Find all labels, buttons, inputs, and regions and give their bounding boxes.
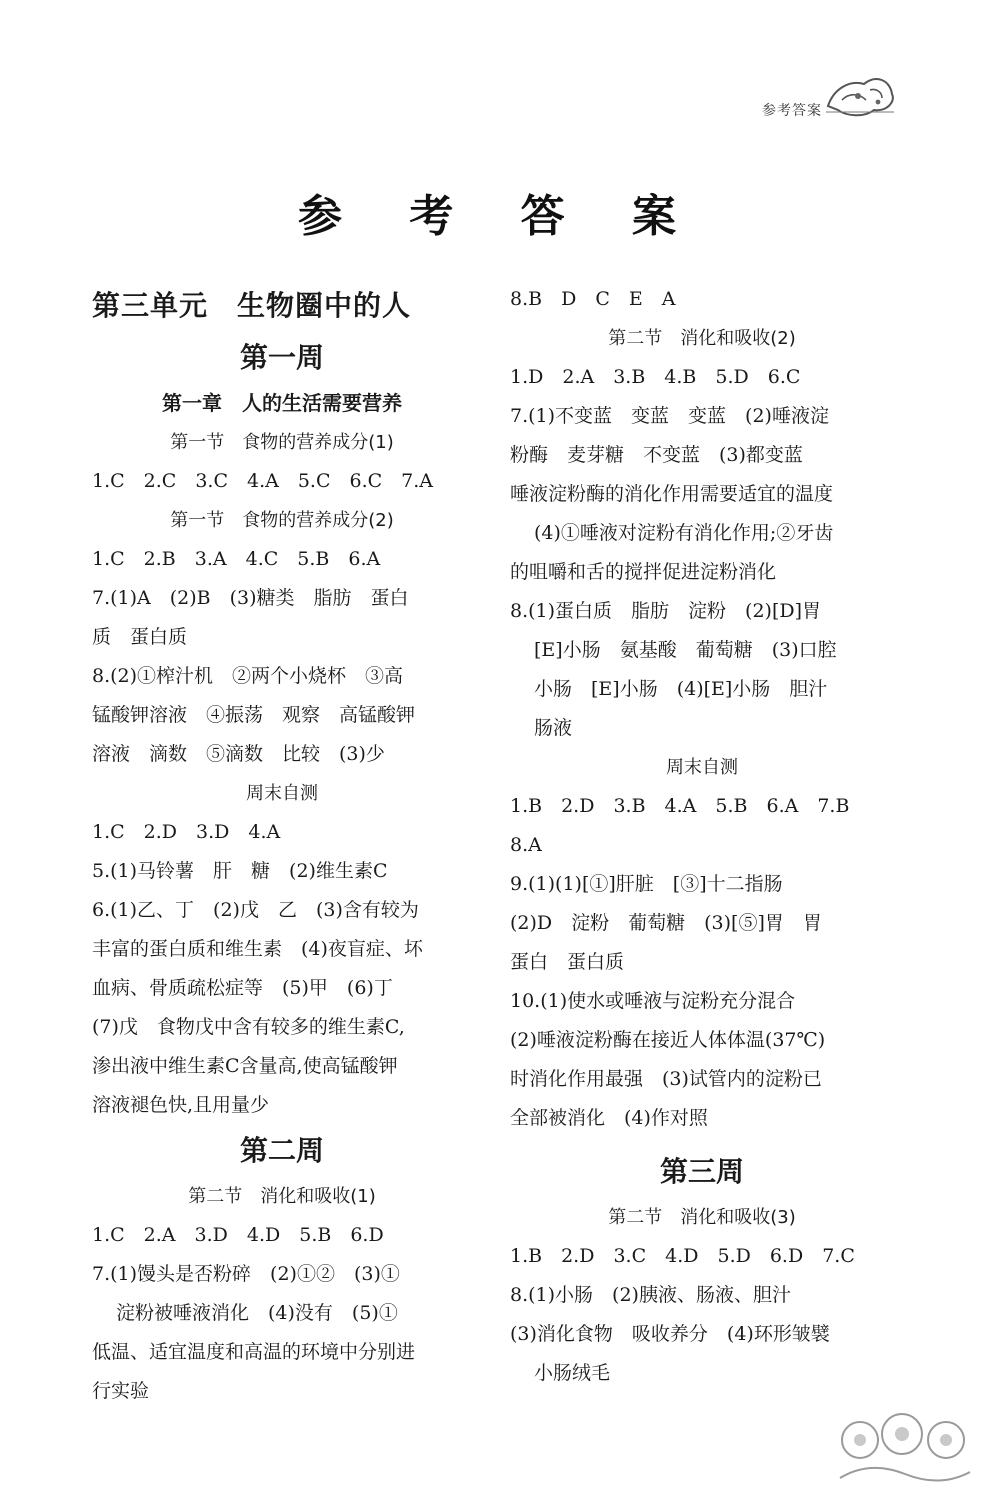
answer-line: 8.(2)①榨汁机 ②两个小烧杯 ③高 <box>92 665 404 687</box>
header-ornament-icon <box>820 66 900 122</box>
answer-line: 粉酶 麦芽糖 不变蓝 (3)都变蓝 <box>510 444 803 466</box>
week-1-heading: 第一周 <box>239 341 324 374</box>
answer-line: 8.A <box>510 834 542 856</box>
week-2-heading: 第二周 <box>239 1134 324 1167</box>
section-heading: 周末自测 <box>246 783 318 804</box>
answer-line: 8.(1)小肠 (2)胰液、肠液、胆汁 <box>510 1284 791 1306</box>
page-title: 参 考 答 案 <box>298 191 702 242</box>
answer-line: 小肠绒毛 <box>534 1362 611 1384</box>
answer-line: 1.B 2.D 3.B 4.A 5.B 6.A 7.B <box>510 795 850 817</box>
answer-line: (7)戊 食物戊中含有较多的维生素C, <box>92 1016 405 1038</box>
section-heading: 第二节 消化和吸收(3) <box>608 1207 796 1228</box>
week-3-heading: 第三周 <box>659 1155 744 1188</box>
left-column <box>92 280 472 1411</box>
answer-line: 1.C 2.B 3.A 4.C 5.B 6.A <box>92 548 381 570</box>
answer-line: 溶液褪色快,且用量少 <box>92 1094 270 1116</box>
answer-line: 9.(1)(1)[①]肝脏 [③]十二指肠 <box>510 873 783 895</box>
answer-line: 小肠 [E]小肠 (4)[E]小肠 胆汁 <box>534 678 828 700</box>
answer-line: (2)唾液淀粉酶在接近人体体温(37℃) <box>510 1029 826 1051</box>
answer-line: 锰酸钾溶液 ④振荡 观察 高锰酸钾 <box>92 704 416 726</box>
section-heading: 周末自测 <box>666 757 738 778</box>
answer-line: (4)①唾液对淀粉有消化作用;②牙齿 <box>534 522 834 544</box>
answer-line: (3)消化食物 吸收养分 (4)环形皱襞 <box>510 1323 830 1345</box>
answer-line: 的咀嚼和舌的搅拌促进淀粉消化 <box>510 561 777 583</box>
chapter-heading: 第一章 人的生活需要营养 <box>162 391 402 415</box>
footer-watermark-icon <box>830 1400 980 1490</box>
answer-line: 渗出液中维生素C含量高,使高锰酸钾 <box>92 1055 398 1077</box>
answer-line: (2)D 淀粉 葡萄糖 (3)[⑤]胃 胃 <box>510 912 822 934</box>
section-heading: 第一节 食物的营养成分(1) <box>170 432 394 453</box>
answer-line: 肠液 <box>534 717 573 739</box>
section-heading: 第一节 食物的营养成分(2) <box>170 510 394 531</box>
answer-line: 1.C 2.C 3.C 4.A 5.C 6.C 7.A <box>92 470 434 492</box>
answer-line: 8.(1)蛋白质 脂肪 淀粉 (2)[D]胃 <box>510 600 822 622</box>
answer-line: 1.C 2.A 3.D 4.D 5.B 6.D <box>92 1224 384 1246</box>
section-heading: 第二节 消化和吸收(2) <box>608 328 796 349</box>
unit-heading: 第三单元 生物圈中的人 <box>92 289 412 322</box>
answer-line: 1.D 2.A 3.B 4.B 5.D 6.C <box>510 366 801 388</box>
section-heading: 第二节 消化和吸收(1) <box>188 1186 376 1207</box>
answer-line: 5.(1)马铃薯 肝 糖 (2)维生素C <box>92 860 388 882</box>
answer-line: [E]小肠 氨基酸 葡萄糖 (3)口腔 <box>534 639 837 661</box>
answer-line: 6.(1)乙、丁 (2)戊 乙 (3)含有较为 <box>92 899 419 921</box>
answer-line: 蛋白 蛋白质 <box>510 951 625 973</box>
answer-line: 1.C 2.D 3.D 4.A <box>92 821 281 843</box>
answer-line: 10.(1)使水或唾液与淀粉充分混合 <box>510 990 796 1012</box>
answer-line: 唾液淀粉酶的消化作用需要适宜的温度 <box>510 483 834 505</box>
answer-line: 1.B 2.D 3.C 4.D 5.D 6.D 7.C <box>510 1245 855 1267</box>
answer-line: 7.(1)馒头是否粉碎 (2)①② (3)① <box>92 1263 400 1285</box>
answer-line: 全部被消化 (4)作对照 <box>510 1107 708 1129</box>
answer-line: 7.(1)A (2)B (3)糖类 脂肪 蛋白 <box>92 587 409 609</box>
answer-line: 时消化作用最强 (3)试管内的淀粉已 <box>510 1068 822 1090</box>
answer-line: 行实验 <box>92 1380 150 1402</box>
running-header: 参考答案 <box>762 103 822 119</box>
answer-line: 8.B D C E A <box>510 288 676 310</box>
answer-line: 质 蛋白质 <box>92 626 188 648</box>
answer-line: 血病、骨质疏松症等 (5)甲 (6)丁 <box>92 977 393 999</box>
answer-line: 丰富的蛋白质和维生素 (4)夜盲症、坏 <box>92 938 423 960</box>
answer-line: 7.(1)不变蓝 变蓝 变蓝 (2)唾液淀 <box>510 405 829 427</box>
answer-line: 低温、适宜温度和高温的环境中分别进 <box>92 1341 416 1363</box>
answer-line: 淀粉被唾液消化 (4)没有 (5)① <box>116 1302 398 1324</box>
answer-line: 溶液 滴数 ⑤滴数 比较 (3)少 <box>92 743 385 765</box>
right-column <box>510 280 894 1393</box>
